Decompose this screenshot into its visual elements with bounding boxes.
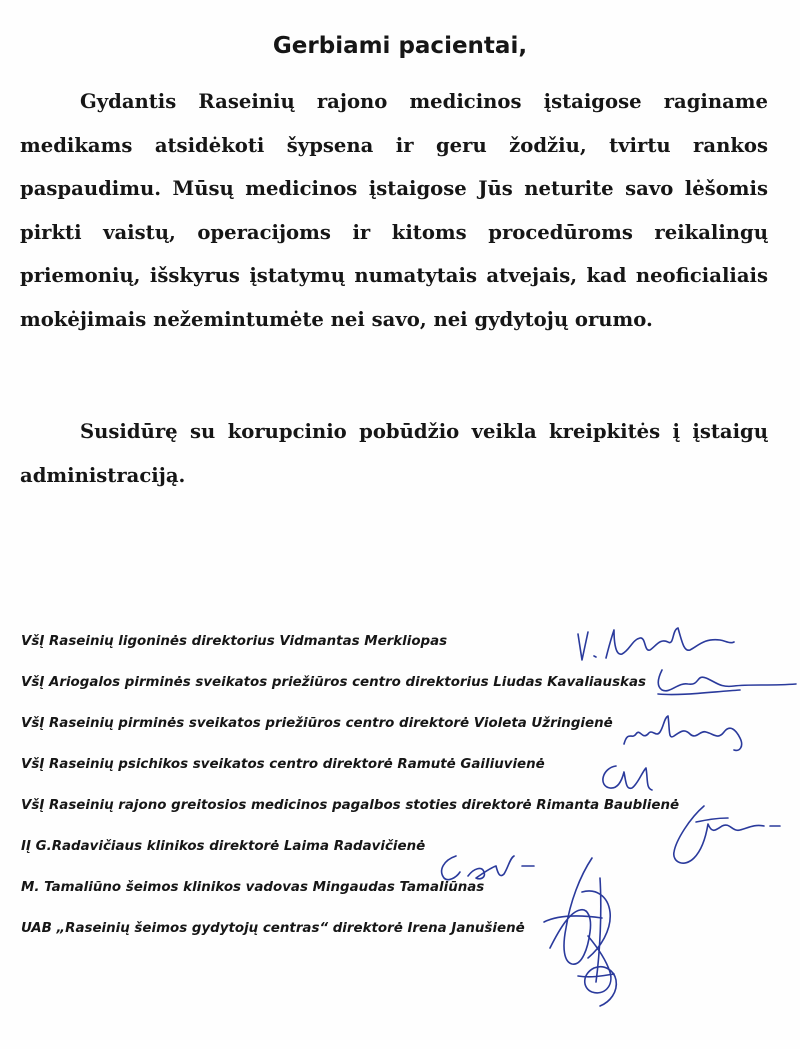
signatory-line: VšĮ Ariogalos pirminės sveikatos priežiūros centro direktorius Liudas Kavaliauskas bbox=[21, 675, 646, 690]
signature-baubliene bbox=[660, 800, 800, 880]
signatory-line: UAB „Raseinių šeimos gydytojų centras“ direktorė Irena Janušienė bbox=[21, 921, 525, 936]
signatory-line: IĮ G.Radavičiaus klinikos direktorė Laima Radavičienė bbox=[21, 839, 426, 854]
document-title: Gerbiami pacientai, bbox=[272, 33, 528, 59]
signatory-line: VšĮ Raseinių rajono greitosios medicinos pagalbos stoties direktorė Rimanta Baublienė bbox=[21, 798, 680, 813]
signatory-line: VšĮ Raseinių pirminės sveikatos priežiūros centro direktorė Violeta Užringienė bbox=[21, 716, 613, 731]
signature-janusiene bbox=[560, 930, 630, 1010]
paragraph-appeal: Gydantis Raseinių rajono medicinos įstaigose raginame medikams atsidėkoti šypsena ir geru žodžiu, tvirtu rankos paspaudimu. Mūsų medicinos įstaigose Jūs neturite savo lėšomis pirkti vaistų, operacijoms ir kitoms procedūroms reikalingų priemonių, išskyrus įstatymų numatytais atvejais, kad neoficialiais mokėjimais nežemintumėte nei savo, nei gydytojų orumo. bbox=[20, 90, 768, 331]
signatory-line: VšĮ Raseinių psichikos sveikatos centro direktorė Ramutė Gailiuvienė bbox=[21, 757, 545, 772]
paragraph-corruption-notice: Susidūrę su korupcinio pobūdžio veikla kreipkitės į įstaigų administraciją. bbox=[20, 420, 768, 487]
signatory-line: VšĮ Raseinių ligoninės direktorius Vidmantas Merkliopas bbox=[21, 634, 448, 649]
signatory-line: M. Tamaliūno šeimos klinikos vadovas Mingaudas Tamaliūnas bbox=[21, 880, 485, 895]
signature-gailiuviene bbox=[592, 758, 662, 798]
signature-uzringiene bbox=[618, 710, 758, 756]
signature-kavaliauskas bbox=[640, 664, 800, 704]
